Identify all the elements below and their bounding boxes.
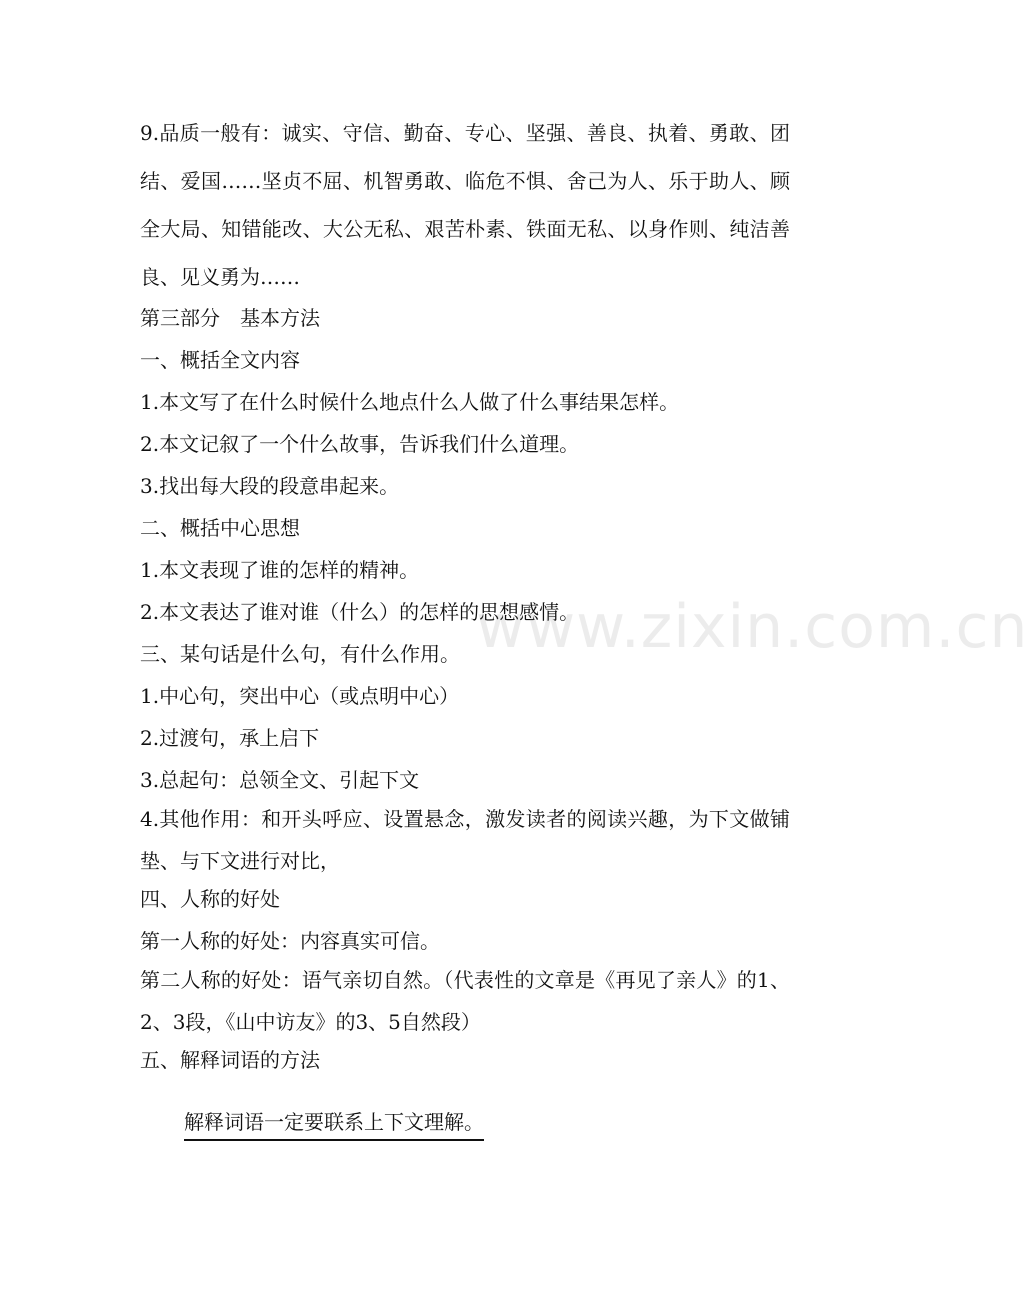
list-item: 1.中心句，突出中心（或点明中心） (140, 684, 460, 708)
list-item: 3.总起句：总领全文、引起下文 (140, 768, 420, 792)
document-body (140, 118, 790, 1141)
section-heading-1: 一、概括全文内容 (140, 348, 300, 372)
watermark: www.zixin.com.cn (476, 592, 1028, 662)
section-heading-3: 三、某句话是什么句，有什么作用。 (140, 642, 460, 666)
section-heading-5: 五、解释词语的方法 (140, 1048, 320, 1072)
paragraph-qualities: 9.品质一般有：诚实、守信、勤奋、专心、坚强、善良、执着、勇敢、团结、爱国……坚贞不屈、机智勇敢、临危不惧、舍己为人、乐于助人、顾全大局、知错能改、大公无私、艰苦朴素、铁面无私、以身作则、纯洁善良、见义勇为…… (140, 121, 790, 289)
section-heading-2: 二、概括中心思想 (140, 516, 300, 540)
list-item: 2.本文记叙了一个什么故事，告诉我们什么道理。 (140, 432, 580, 456)
section-heading-4: 四、人称的好处 (140, 887, 280, 911)
list-item: 第二人称的好处：语气亲切自然。（代表性的文章是《再见了亲人》的1、2、3段，《山中访友》的3、5自然段） (140, 968, 790, 1034)
list-item: 1.本文表现了谁的怎样的精神。 (140, 558, 420, 582)
underlined-note: 解释词语一定要联系上下文理解。 (184, 1107, 484, 1141)
list-item: 第一人称的好处：内容真实可信。 (140, 929, 440, 953)
list-item: 3.找出每大段的段意串起来。 (140, 474, 400, 498)
list-item: 2.过渡句，承上启下 (140, 726, 320, 750)
list-item: 1.本文写了在什么时候什么地点什么人做了什么事结果怎样。 (140, 390, 680, 414)
list-item: 4.其他作用：和开头呼应、设置悬念，激发读者的阅读兴趣，为下文做铺垫、与下文进行对比， (140, 807, 790, 873)
list-item: 2.本文表达了谁对谁（什么）的怎样的思想感情。 (140, 600, 580, 624)
part-title: 第三部分 基本方法 (140, 306, 320, 330)
